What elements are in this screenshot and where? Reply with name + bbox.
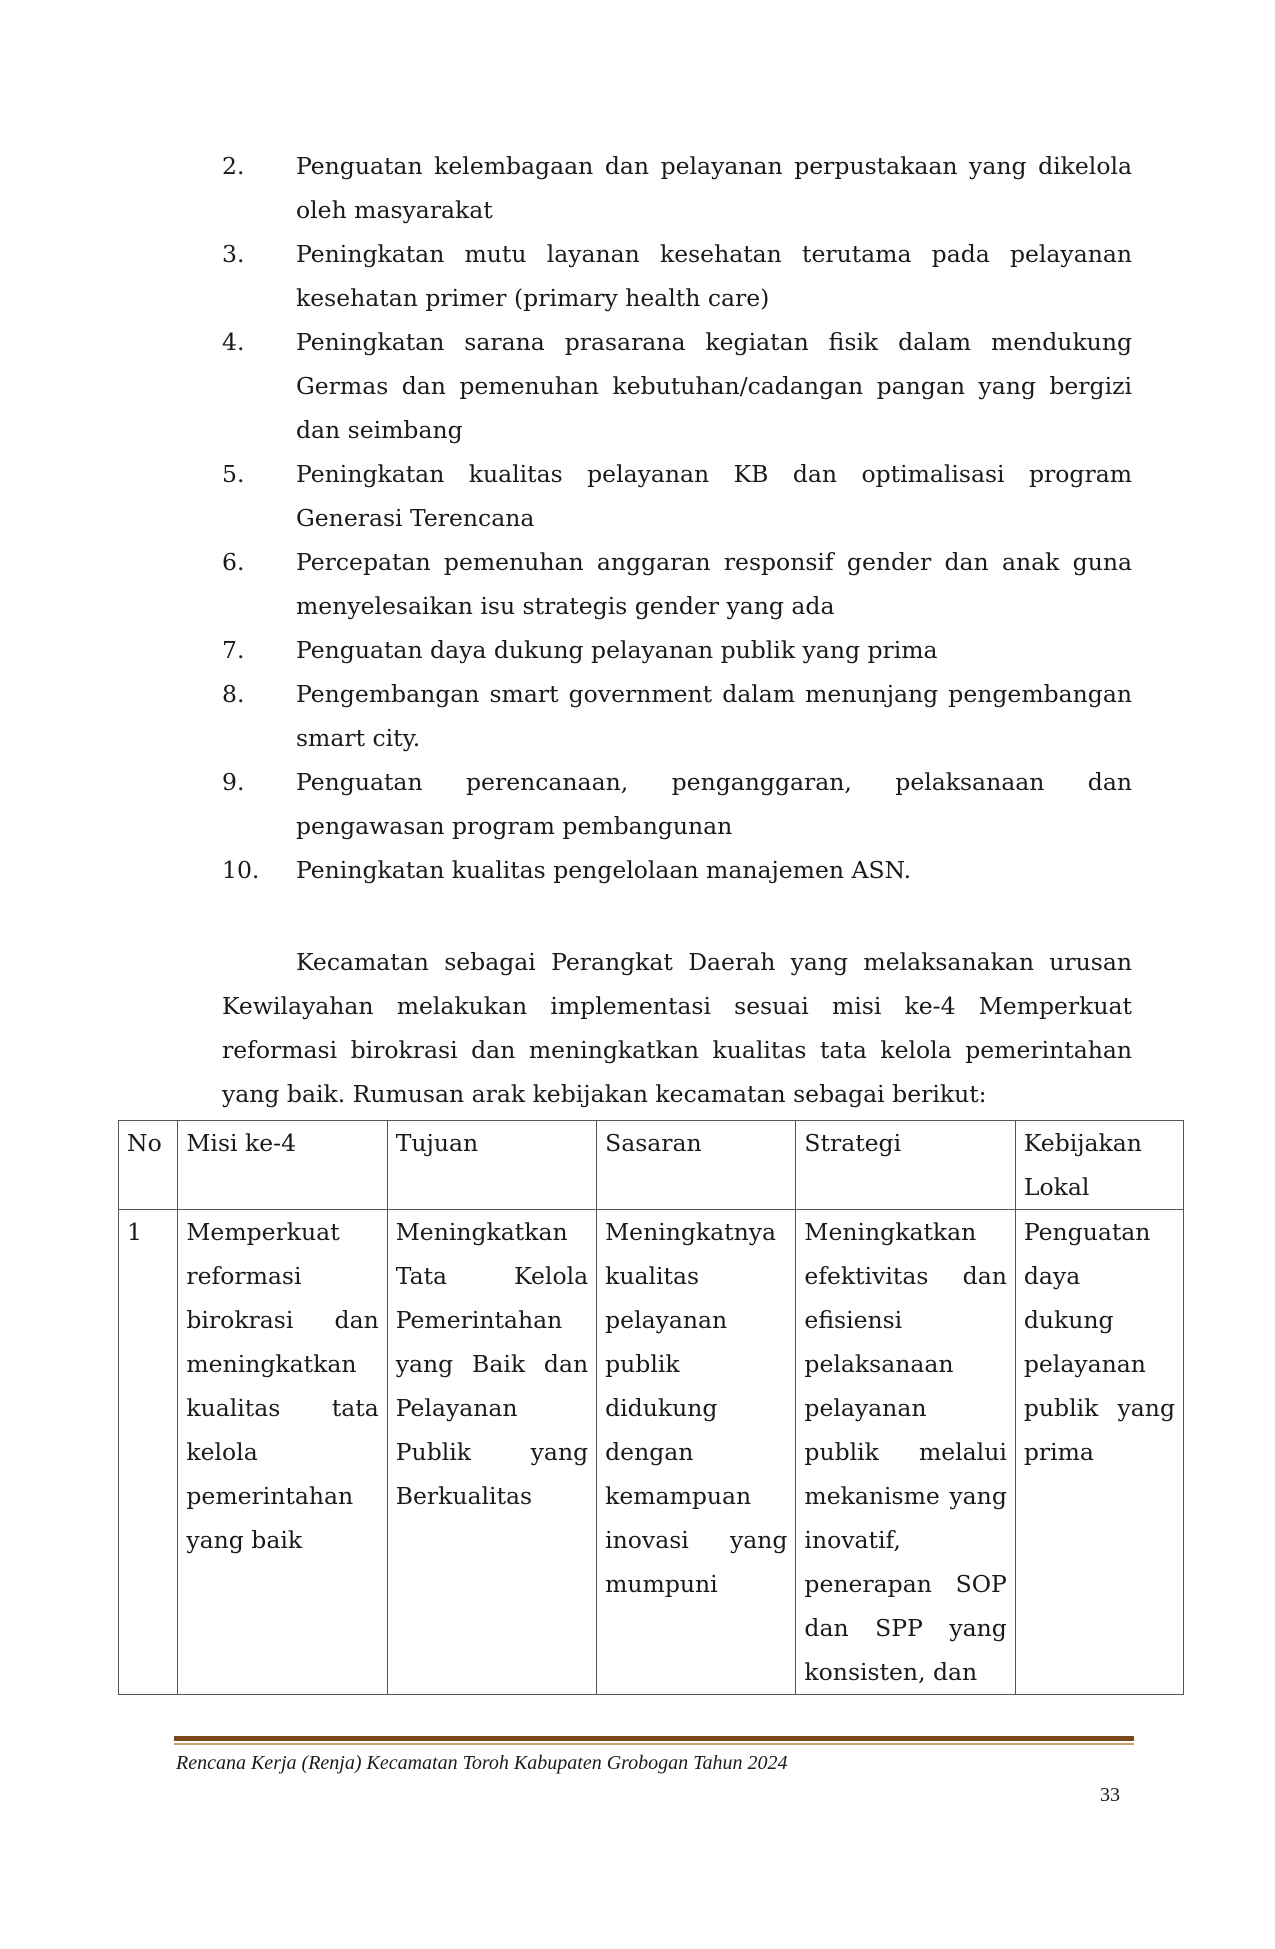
header-kebijakan: Kebijakan Lokal xyxy=(1015,1121,1183,1210)
cell-kebijakan: Penguatan daya dukung pelayanan publik yang prima xyxy=(1015,1210,1183,1695)
list-text: Penguatan perencanaan, penganggaran, pelaksanaan dan pengawasan program pembangunan xyxy=(296,768,1132,840)
list-item xyxy=(222,320,1132,452)
list-text: Penguatan daya dukung pelayanan publik yang prima xyxy=(296,636,938,664)
cell-misi: Memperkuat reformasi birokrasi dan meningkatkan kualitas tata kelola pemerintahan yang baik xyxy=(178,1210,387,1695)
page-number: 33 xyxy=(1100,1784,1120,1806)
cell-strategi: Meningkatkan efektivitas dan efisiensi pelaksanaan pelayanan publik melalui mekanisme yang inovatif, penerapan SOP dan SPP yang konsisten, dan xyxy=(796,1210,1015,1695)
list-item xyxy=(222,452,1132,540)
table-row xyxy=(119,1210,1184,1695)
policy-table xyxy=(118,1120,1184,1695)
header-misi: Misi ke-4 xyxy=(178,1121,387,1210)
priority-list xyxy=(222,144,1132,892)
header-sasaran: Sasaran xyxy=(597,1121,796,1210)
list-item xyxy=(222,144,1132,232)
table-header-row xyxy=(119,1121,1184,1210)
cell-tujuan: Meningkatkan Tata Kelola Pemerintahan yang Baik dan Pelayanan Publik yang Berkualitas xyxy=(387,1210,596,1695)
list-text: Peningkatan mutu layanan kesehatan terutama pada pelayanan kesehatan primer (primary health care) xyxy=(296,240,1132,312)
footer-title: Rencana Kerja (Renja) Kecamatan Toroh Kabupaten Grobogan Tahun 2024 xyxy=(176,1752,788,1774)
list-number: 8. xyxy=(222,680,245,708)
header-tujuan: Tujuan xyxy=(387,1121,596,1210)
list-item xyxy=(222,760,1132,848)
list-number: 4. xyxy=(222,328,245,356)
cell-sasaran: Meningkatnya kualitas pelayanan publik didukung dengan kemampuan inovasi yang mumpuni xyxy=(597,1210,796,1695)
footer-rule-thin xyxy=(174,1743,1134,1745)
list-number: 10. xyxy=(222,856,260,884)
intro-paragraph: Kecamatan sebagai Perangkat Daerah yang melaksanakan urusan Kewilayahan melakukan implementasi sesuai misi ke-4 Memperkuat reformasi birokrasi dan meningkatkan kualitas tata kelola pemerintahan yang baik. Rumusan arak kebijakan kecamatan sebagai berikut: xyxy=(222,948,1132,1108)
list-number: 9. xyxy=(222,768,245,796)
list-item xyxy=(222,672,1132,760)
list-item xyxy=(222,628,1132,672)
cell-no: 1 xyxy=(119,1210,178,1695)
list-text: Percepatan pemenuhan anggaran responsif gender dan anak guna menyelesaikan isu strategis gender yang ada xyxy=(296,548,1132,620)
list-number: 3. xyxy=(222,240,245,268)
list-text: Penguatan kelembagaan dan pelayanan perpustakaan yang dikelola oleh masyarakat xyxy=(296,152,1132,224)
header-no: No xyxy=(119,1121,178,1210)
header-strategi: Strategi xyxy=(796,1121,1015,1210)
list-item xyxy=(222,232,1132,320)
list-text: Peningkatan sarana prasarana kegiatan fisik dalam mendukung Germas dan pemenuhan kebutuhan/cadangan pangan yang bergizi dan seimbang xyxy=(296,328,1132,444)
list-text: Peningkatan kualitas pelayanan KB dan optimalisasi program Generasi Terencana xyxy=(296,460,1132,532)
footer-rule-thick xyxy=(174,1736,1134,1741)
list-item xyxy=(222,540,1132,628)
list-text: Peningkatan kualitas pengelolaan manajemen ASN. xyxy=(296,856,912,884)
list-number: 5. xyxy=(222,460,245,488)
list-number: 6. xyxy=(222,548,245,576)
list-text: Pengembangan smart government dalam menunjang pengembangan smart city. xyxy=(296,680,1132,752)
list-item xyxy=(222,848,1132,892)
list-number: 7. xyxy=(222,636,245,664)
list-number: 2. xyxy=(222,152,245,180)
